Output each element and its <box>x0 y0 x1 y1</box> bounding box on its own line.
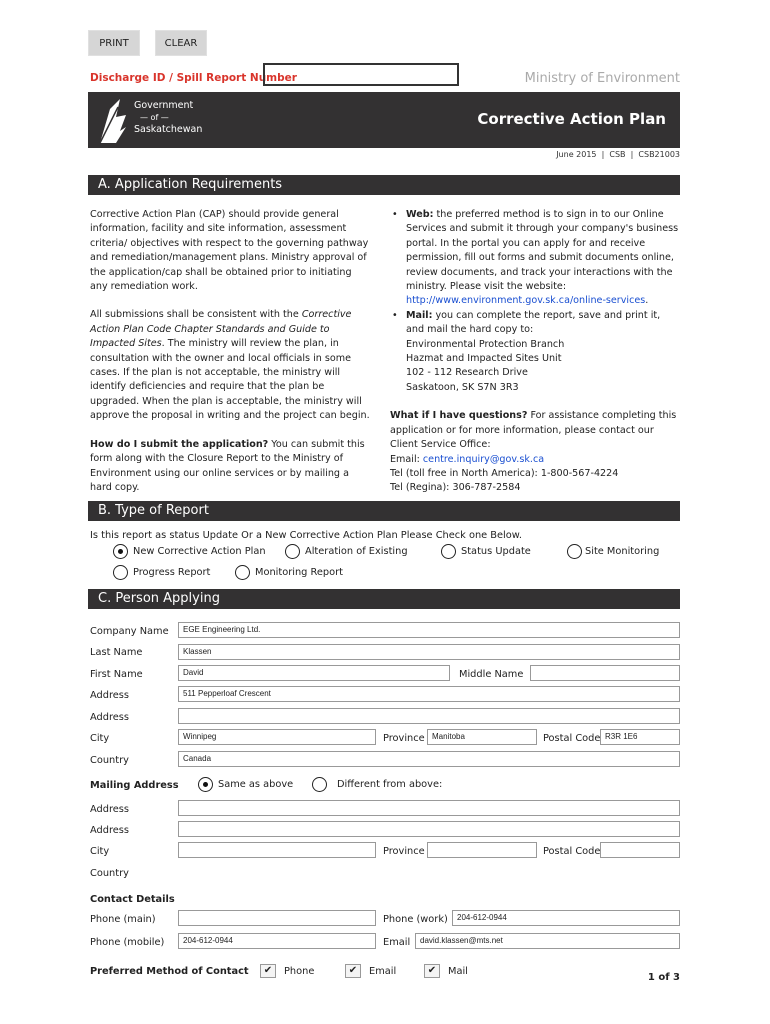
phone-work-label: Phone (work) <box>383 914 448 925</box>
address-label-2: Address <box>90 712 130 723</box>
address-input[interactable]: 511 Pepperloaf Crescent <box>178 686 680 702</box>
radio-icon[interactable] <box>113 544 128 559</box>
postal-code-label: Postal Code <box>543 733 601 744</box>
bullet: • <box>392 209 398 220</box>
option-label: Status Update <box>461 546 531 557</box>
bullet: • <box>392 309 398 321</box>
option-label: Progress Report <box>133 567 211 578</box>
different-option[interactable] <box>312 777 442 792</box>
option-monitoring-report[interactable] <box>235 565 343 580</box>
country-input[interactable]: Canada <box>178 751 680 767</box>
option-label: Mail <box>448 965 468 977</box>
address-label: Address <box>90 690 130 701</box>
section-a-left <box>90 208 372 495</box>
form-title: Corrective Action Plan <box>477 110 666 128</box>
middle-name-input[interactable] <box>530 665 680 681</box>
radio-icon[interactable] <box>567 544 582 559</box>
middle-name-label: Middle Name <box>459 669 524 680</box>
discharge-id-label: Discharge ID / Spill Report Number <box>90 72 297 84</box>
consistency-paragraph <box>90 308 372 423</box>
guide-title: Corrective Action Plan Code Chapter Standards and Guide to Impacted Sites <box>90 309 352 350</box>
checkbox-checked-icon[interactable]: ✔ <box>424 964 440 978</box>
address-input-2[interactable] <box>178 708 680 724</box>
option-progress-report[interactable] <box>113 565 210 580</box>
pref-email-checkbox[interactable] <box>345 964 396 978</box>
email-input[interactable]: david.klassen@mts.net <box>415 933 680 949</box>
email-label: Email <box>383 937 411 948</box>
pref-phone-checkbox[interactable] <box>260 964 314 978</box>
submit-paragraph <box>90 438 372 496</box>
option-alteration[interactable] <box>285 544 408 559</box>
checkbox-checked-icon[interactable]: ✔ <box>260 964 276 978</box>
company-label: Company Name <box>90 626 169 637</box>
discharge-id-input[interactable] <box>263 63 459 86</box>
radio-icon[interactable] <box>441 544 456 559</box>
questions-label: What if I have questions? <box>390 410 528 422</box>
mail-address-label-2: Address <box>90 825 130 836</box>
company-input[interactable]: EGE Engineering Ltd. <box>178 622 680 638</box>
option-label: Alteration of Existing <box>305 546 408 557</box>
phone-mobile-input[interactable]: 204-612-0944 <box>178 933 376 949</box>
option-label: Monitoring Report <box>255 567 343 578</box>
option-label: Site Monitoring <box>585 546 660 557</box>
web-item: • Web: the preferred method is to sign in to our Online Services and submit it through your company's business portal. In the portal you can apply for and receive permission, fill out forms and submit documents online, review documents, and track your interactions with the ministry. Please visit the website: http://www.environment.gov.sk.ca/online-services. <box>392 209 679 307</box>
web-label: Web: <box>406 209 434 220</box>
city-input[interactable]: Winnipeg <box>178 729 376 745</box>
mail-address-label: Address <box>90 804 130 815</box>
address-line: Environmental Protection Branch <box>406 338 565 350</box>
mail-province-label: Province <box>383 846 425 857</box>
section-a-heading: A. Application Requirements <box>88 175 680 195</box>
phone-main-label: Phone (main) <box>90 914 156 925</box>
mail-address-input[interactable] <box>178 800 680 816</box>
country-label: Country <box>90 755 129 766</box>
option-label: New Corrective Action Plan <box>133 546 266 557</box>
logo-line: Government <box>134 100 194 111</box>
email-link[interactable]: centre.inquiry@gov.sk.ca <box>422 453 545 465</box>
section-a-right <box>390 208 680 496</box>
pref-mail-checkbox[interactable] <box>424 964 468 978</box>
text: You can submit this form along with the Closure Report to the Ministry of Environment using our online services or by mailing a hard copy. <box>90 438 365 493</box>
mail-item <box>390 309 680 395</box>
option-label: Different from above: <box>337 779 443 790</box>
text: All submissions shall be consistent with the <box>90 309 302 321</box>
text: you can complete the report, save and print it, and mail the hard copy to: <box>406 309 661 336</box>
preferred-contact-label: Preferred Method of Contact <box>90 966 249 977</box>
same-as-above-option[interactable] <box>198 777 293 792</box>
radio-icon[interactable] <box>198 777 213 792</box>
last-name-label: Last Name <box>90 647 143 658</box>
checkbox-checked-icon[interactable]: ✔ <box>345 964 361 978</box>
mail-country-label: Country <box>90 868 129 879</box>
mail-postal-label: Postal Code <box>543 846 601 857</box>
logo-of: of <box>150 113 159 122</box>
wheat-logo-icon <box>98 97 128 145</box>
ministry-name: Ministry of Environment <box>524 71 680 86</box>
email-label: Email: <box>390 453 423 465</box>
mail-address-input-2[interactable] <box>178 821 680 837</box>
city-label: City <box>90 733 110 744</box>
mail-province-input[interactable] <box>427 842 537 858</box>
option-new-cap[interactable] <box>113 544 266 559</box>
phone-main-input[interactable] <box>178 910 376 926</box>
form-meta: June 2015 | CSB | CSB21003 <box>556 150 680 159</box>
mail-country-input[interactable] <box>178 864 680 880</box>
regina-phone: Tel (Regina): 306-787-2584 <box>390 482 521 494</box>
text: the preferred method is to sign in to our Online Services and submit it through your company's business portal. In the portal you can apply for and receive permission, fill out forms and submit documents online, review documents, and track your interactions with the ministry. Please visit the website: <box>406 209 679 293</box>
government-logo-text <box>134 100 202 136</box>
mail-city-input[interactable] <box>178 842 376 858</box>
page-number: 1 of 3 <box>647 972 680 983</box>
option-label: Same as above <box>218 779 294 790</box>
print-button[interactable]: PRINT <box>88 30 140 56</box>
postal-code-input[interactable]: R3R 1E6 <box>600 729 680 745</box>
option-site-monitoring[interactable] <box>567 544 659 559</box>
mailing-address-label: Mailing Address <box>90 780 179 791</box>
text: . The ministry will review the plan, in consultation with the owner and local officials in some cases. If the plan is not acceptable, the ministry will identify deficiencies and require that the plan be upgraded. When the plan is acceptable, the ministry will approve the proposal in writing and the project can begin. <box>90 338 370 422</box>
clear-button[interactable]: CLEAR <box>155 30 207 56</box>
phone-mobile-label: Phone (mobile) <box>90 937 165 948</box>
mail-postal-input[interactable] <box>600 842 680 858</box>
logo-line: Saskatchewan <box>134 124 203 135</box>
phone-work-input[interactable]: 204-612-0944 <box>452 910 680 926</box>
radio-icon[interactable] <box>285 544 300 559</box>
report-type-question: Is this report as status Update Or a New Corrective Action Plan Please Check one Below. <box>90 530 522 541</box>
province-label: Province <box>383 733 425 744</box>
section-c-heading: C. Person Applying <box>88 589 680 609</box>
logo-line: — of — <box>140 113 169 122</box>
address-line: 102 - 112 Research Drive <box>406 367 528 379</box>
mail-city-label: City <box>90 846 110 857</box>
province-input[interactable]: Manitoba <box>427 729 537 745</box>
first-name-label: First Name <box>90 669 143 680</box>
intro-paragraph: Corrective Action Plan (CAP) should provide general information, facility and site information, assessment criteria/ objectives with respect to the governing pathway and remediation/management plans. Ministry approval of the application/cap shall be obtained prior to initiating any remediation work. <box>90 209 369 293</box>
submit-question: How do I submit the application? <box>90 438 269 450</box>
toll-free-phone: Tel (toll free in North America): 1-800-567-4224 <box>390 467 619 479</box>
header-banner <box>88 92 680 148</box>
radio-icon[interactable] <box>235 565 250 580</box>
text: For assistance completing this application or for more information, please contact our Client Service Office: <box>390 410 677 451</box>
mail-label: Mail: <box>406 309 433 321</box>
option-status-update[interactable] <box>441 544 531 559</box>
option-label: Phone <box>284 965 315 977</box>
contact-details-heading: Contact Details <box>90 894 175 905</box>
option-label: Email <box>369 965 397 977</box>
radio-icon[interactable] <box>113 565 128 580</box>
address-line: Hazmat and Impacted Sites Unit <box>406 353 562 365</box>
radio-icon[interactable] <box>312 777 327 792</box>
first-name-input[interactable]: David <box>178 665 450 681</box>
address-line: Saskatoon, SK S7N 3R3 <box>406 381 519 393</box>
section-b-heading: B. Type of Report <box>88 501 680 521</box>
last-name-input[interactable]: Klassen <box>178 644 680 660</box>
questions-paragraph <box>390 409 680 495</box>
online-services-link[interactable]: http://www.environment.gov.sk.ca/online-services <box>406 295 646 307</box>
